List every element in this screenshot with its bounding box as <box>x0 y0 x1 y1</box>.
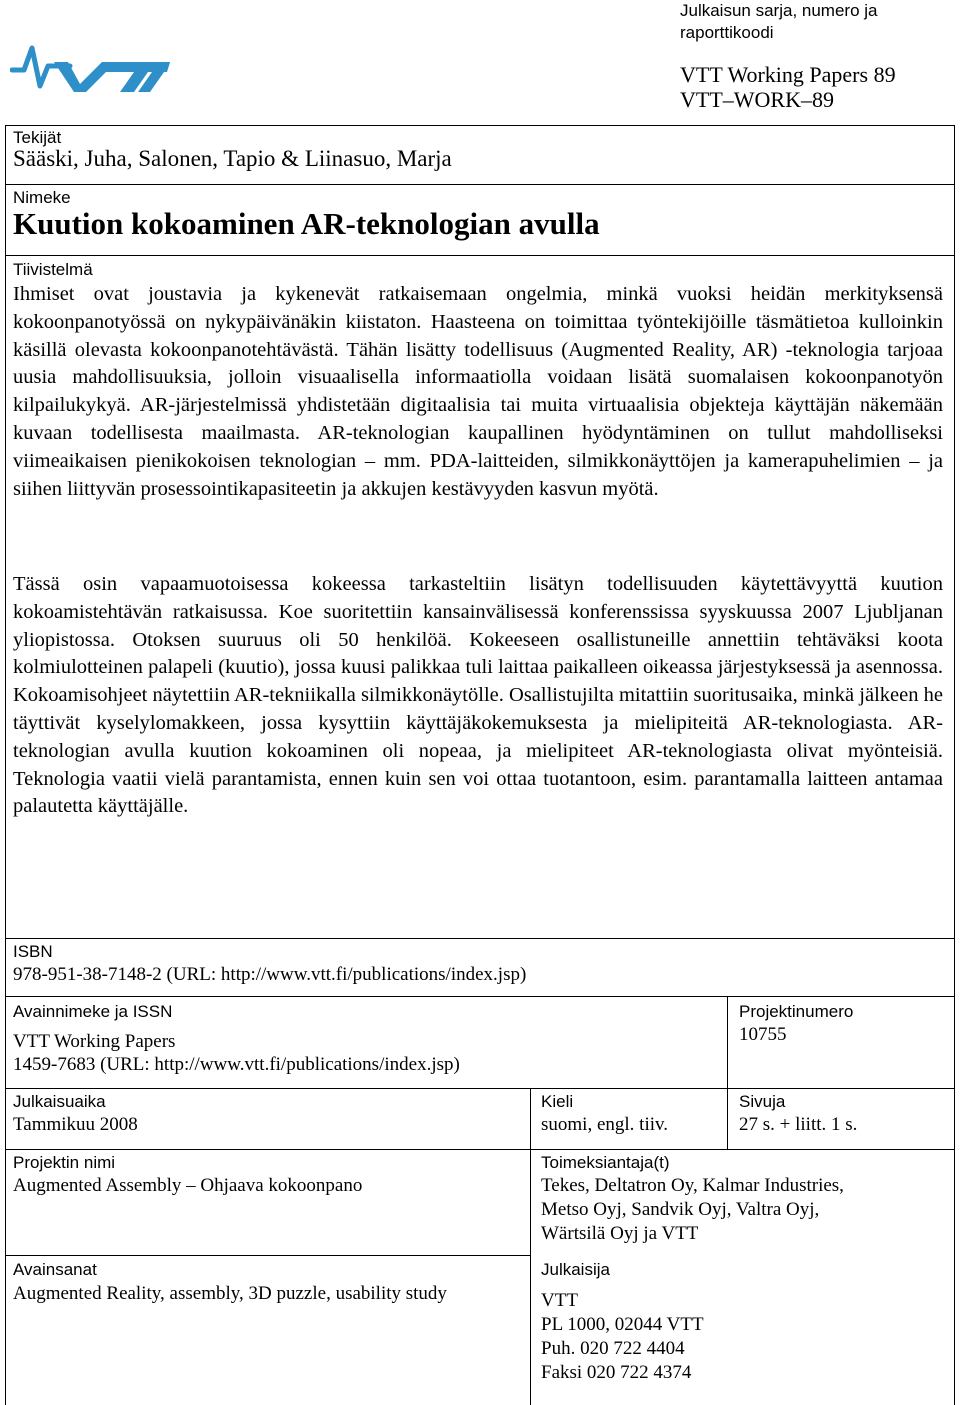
commissioned-by-line-3: Wärtsilä Oyj ja VTT <box>541 1223 699 1244</box>
divider <box>5 996 955 997</box>
authors-label: Tekijät <box>13 128 62 147</box>
project-number-label: Projektinumero <box>739 1002 854 1021</box>
abstract-label: Tiivistelmä <box>13 260 93 279</box>
publisher-line-2: PL 1000, 02044 VTT <box>541 1314 704 1335</box>
commissioned-by-label: Toimeksiantaja(t) <box>541 1153 670 1172</box>
authors-value: Sääski, Juha, Salonen, Tapio & Liinasuo, Marja <box>13 146 452 171</box>
divider <box>5 938 955 939</box>
date-value: Tammikuu 2008 <box>13 1114 138 1135</box>
keywords-value: Augmented Reality, assembly, 3D puzzle, usability study <box>13 1283 447 1304</box>
divider <box>5 1088 955 1089</box>
series-issn-line-1: VTT Working Papers <box>13 1031 176 1052</box>
publisher-label: Julkaisija <box>541 1260 610 1279</box>
publisher-line-4: Faksi 020 722 4374 <box>541 1362 692 1383</box>
divider <box>727 996 728 1149</box>
series-label: Julkaisun sarja, numero ja raporttikoodi <box>680 1 878 42</box>
publisher-line-3: Puh. 020 722 4404 <box>541 1338 685 1359</box>
series-issn-label: Avainnimeke ja ISSN <box>13 1002 173 1021</box>
commissioned-by-line-2: Metso Oyj, Sandvik Oyj, Valtra Oyj, <box>541 1199 820 1220</box>
divider <box>5 184 955 185</box>
series-line-1: VTT Working Papers 89 <box>680 62 896 87</box>
pages-value: 27 s. + liitt. 1 s. <box>739 1114 858 1135</box>
project-name-label: Projektin nimi <box>13 1153 116 1172</box>
language-label: Kieli <box>541 1092 574 1111</box>
abstract-paragraph-2: Tässä osin vapaamuotoisessa kokeessa tarkasteltiin lisätyn todellisuuden käytettävyyttä kuution kokoamistehtävän ratkaisussa. Koe suoritettiin kansainvälisessä konferenssissa syyskuussa 2007 Ljubljanan yliopistossa. Otoksen suuruus oli 50 henkilöä. Kokeeseen osallistuneille annettiin tehtäväksi koota kolmiulotteinen palapeli (kuutio), jossa kuusi palikkaa tuli laittaa paikalleen oikeassa järjestyksessä ja asennossa. Kokoamisohjeet näytettiin AR-tekniikalla silmikkonäytölle. Osallistujilta mitattiin suoritusaika, minkä jälkeen he täyttivät kyselylomakkeen, jossa kysyttiin käyttäjäkokemuksesta ja mielipiteitä AR-teknologiasta. AR-teknologian avulla kuution kokoaminen oli nopeaa, ja mielipiteet AR-teknologiasta olivat myönteisiä. Teknologia vaatii vielä parantamista, ennen kuin sen voi ottaa tuotantoon, esim. parantamalla laitteen antamaa palautetta käyttäjälle. <box>13 573 943 818</box>
vtt-logo <box>10 38 172 98</box>
divider <box>530 1088 531 1405</box>
language-value: suomi, engl. tiiv. <box>541 1114 669 1135</box>
series-issn-line-2: 1459-7683 (URL: http://www.vtt.fi/publications/index.jsp) <box>13 1054 460 1075</box>
title-label: Nimeke <box>13 188 71 207</box>
pages-label: Sivuja <box>739 1092 786 1111</box>
date-label: Julkaisuaika <box>13 1092 106 1111</box>
commissioned-by-line-1: Tekes, Deltatron Oy, Kalmar Industries, <box>541 1175 844 1196</box>
keywords-label: Avainsanat <box>13 1260 97 1279</box>
publisher-line-1: VTT <box>541 1290 578 1311</box>
abstract-paragraph-1: Ihmiset ovat joustavia ja kykenevät ratkaisemaan ongelmia, minkä vuoksi heidän merkityksensä kokoonpanotyössä on nykypäivänäkin kiistaton. Haasteena on toimittaa työntekijöille täsmätietoa kulloinkin käsillä olevasta kokoonpanotehtävästä. Tähän lisätty todellisuus (Augmented Reality, AR) -teknologia tarjoaa uusia mahdollisuuksia, jolloin visuaalisella informaatiolla voidaan lisätä suomalaisen kokoonpanotyön kilpailukykyä. AR-järjestelmissä yhdistetään digitaalisia tai muita virtuaalisia objekteja käyttäjän näkemään kuvaan todellisesta maailmasta. AR-teknologian kaupallinen hyödyntäminen on tullut mahdolliseksi viimeaikaisen pienikokoisen teknologian – mm. PDA-laitteiden, silmikkonäyttöjen ja kamerapuhelimien – ja siihen liittyvän prosessointikapasiteetin ja akkujen kestävyyden kasvun myötä. <box>13 283 943 500</box>
isbn-label: ISBN <box>13 942 53 961</box>
series-line-2: VTT–WORK–89 <box>680 87 834 112</box>
document-title: Kuution kokoaminen AR-teknologian avulla <box>13 206 600 241</box>
divider <box>5 1149 955 1150</box>
project-number-value: 10755 <box>739 1024 787 1045</box>
series-values <box>680 62 896 112</box>
divider <box>5 1255 530 1256</box>
project-name-value: Augmented Assembly – Ohjaava kokoonpano <box>13 1175 363 1196</box>
isbn-value: 978-951-38-7148-2 (URL: http://www.vtt.fi/publications/index.jsp) <box>13 964 527 985</box>
divider <box>5 255 955 256</box>
